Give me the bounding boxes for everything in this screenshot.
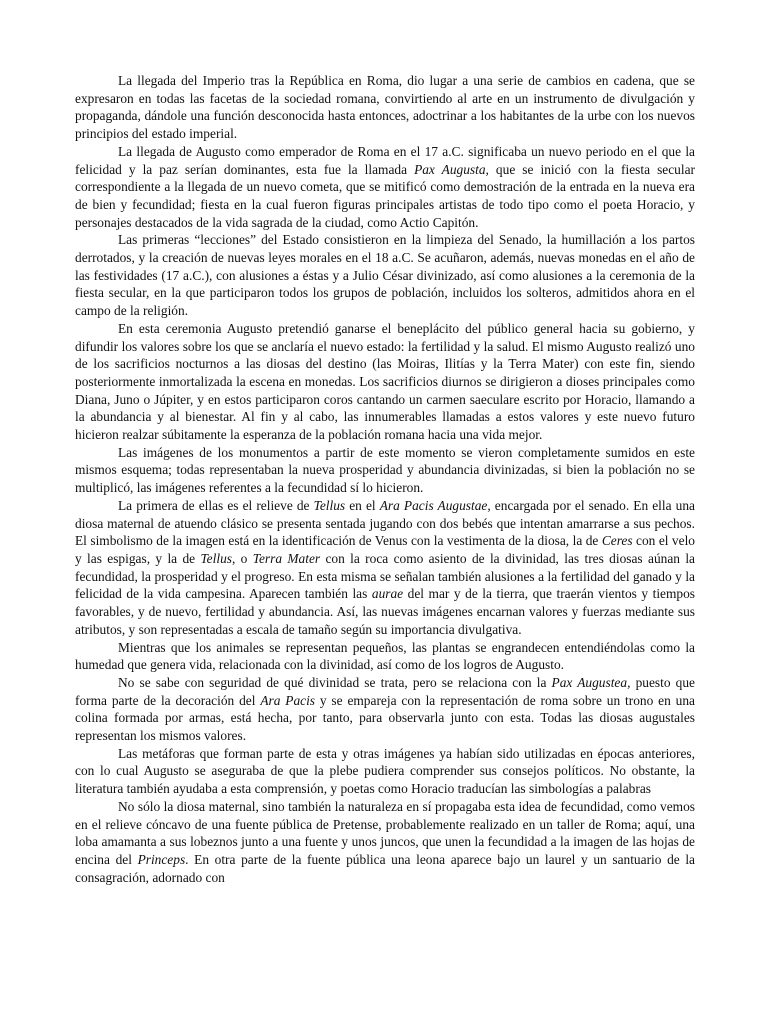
italic-text-run: Pax Augustea, [551,674,631,690]
text-run: del mar y de la tierra, que traerán vientos y tiempos favorables, y de nuevo, fertilidad y abundancia. Así, las nuevas imágenes encarnan valores y fuerzas mediante sus atributos, y son representadas a escala de tamaño según su importancia divulgativa. [75,586,695,637]
italic-text-run: Tellus [313,497,346,513]
paragraph [75,320,695,444]
text-run: En esta ceremonia Augusto pretendió ganarse el beneplácito del público general hacia su gobierno, y difundir los valores sobre los que se anclaría el nuevo estado: la fertilidad y la salud. El mismo Augusto realizó uno de los sacrificios nocturnos a las diosas del destino (las Moiras, Ilitías y la Terra Mater) con este fin, siendo posteriormente inmortalizada la escena en monedas. Los sacrificios diurnos se dirigieron a dioses principales como Diana, Juno o Júpiter, y en estos participaron coros cantando un carmen saeculare escrito por Horacio, llamando a la abundancia y al bienestar. Al fin y al cabo, las innumerables llamadas a estos valores y este nuevo futuro hicieron realzar súbitamente la esperanza de la población romana hacia una vida mejor. [75,320,695,443]
paragraph [75,143,695,232]
paragraph [75,497,695,639]
text-run: La llegada del Imperio tras la República en Roma, dio lugar a una serie de cambios en cadena, que se expresaron en todas las facetas de la sociedad romana, convirtiendo al arte en un instrumento de divulgación y propaganda, dándole una función desconocida hasta entonces, adoctrinar a los habitantes de la urbe con los nuevos principios del estado imperial. [75,73,695,142]
italic-text-run: Ara Pacis Augustae [379,497,488,513]
text-run: que se inició con la fiesta secular correspondiente a la llegada de un nuevo cometa, que se mitificó como demostración de la entrada en la nueva era de bien y fecundidad; fiesta en la cual fueron figuras principales artistas de todo tipo como el poeta Horacio, y personajes destacados de la vida sagrada de la ciudad, como Actio Capitón. [75,161,695,230]
paragraph [75,674,695,745]
paragraph [75,745,695,798]
text-run: con el velo y las espigas, y la de [75,533,695,566]
paragraph [75,639,695,674]
text-run: en el [345,497,380,513]
paragraph [75,798,695,887]
italic-text-run: Princeps [137,851,186,867]
text-run: Las metáforas que forman parte de esta y otras imágenes ya habían sido utilizadas en épocas anteriores, con lo cual Augusto se aseguraba de que la plebe pudiera comprender sus consejos políticos. No obstante, la literatura también ayudaba a esta comprensión, y poetas como Horacio traducían las simbologías a palabras [75,745,695,797]
italic-text-run: Tellus [200,550,232,566]
paragraph [75,444,695,497]
text-run: Las imágenes de los monumentos a partir de este momento se vieron completamente sumidos en este mismos esquema; todas representaban la nueva prosperidad y abundancia divinizadas, si bien la población no se multiplicó, las imágenes referentes a la fecundidad sí lo hicieron. [75,444,695,496]
text-run: . En otra parte de la fuente pública una leona aparece bajo un laurel y un santuario de la consagración, adornado con [75,851,695,885]
text-run: Las primeras “lecciones” del Estado consistieron en la limpieza del Senado, la humillación a los partos derrotados, y la creación de nuevas leyes morales en el 18 a.C. Se acuñaron, además, nuevas monedas en el año de las festividades (17 a.C.), con alusiones a éstas y a Julio César divinizado, así como alusiones a la ceremonia de la fiesta secular, en la que participaron todos los grupos de población, incluidos los solteros, admitidos ahora en el campo de la religión. [75,232,695,319]
paragraph [75,72,695,143]
italic-text-run: aurae [371,586,404,602]
italic-text-run: Ceres [601,533,633,549]
text-run: La primera de ellas es el relieve de [118,497,314,513]
text-run: No se sabe con seguridad de qué divinidad se trata, pero se relaciona con la [118,674,552,690]
italic-text-run: Ara Pacis [260,692,316,708]
text-run: , encargada por el senado. En ella una diosa maternal de atuendo clásico se presenta sentada jugando con dos bebés que intentan amarrarse a sus pechos. El simbolismo de la imagen está en la identificación de Venus con la vestimenta de la diosa, la de [75,497,695,549]
text-run: puesto que forma parte de la decoración del [75,674,695,708]
text-run: con la roca como asiento de la divinidad, las tres diosas aúnan la fecundidad, la prosperidad y el progreso. En esta misma se señalan también alusiones a la fertilidad del ganado y la felicidad de la vida campesina. Aparecen también las [75,550,695,602]
italic-text-run: Terra Mater [252,550,321,566]
text-run: No sólo la diosa maternal, sino también la naturaleza en sí propagaba esta idea de fecundidad, como vemos en el relieve cóncavo de una fuente pública de Pretense, probablemente realizado en un taller de Roma; aquí, una loba amamanta a sus lobeznos junto a una fuente y unos juncos, que unen la fecundidad a la imagen de las hojas de encina del [75,798,695,867]
text-run: , o [231,550,253,566]
paragraph [75,231,695,320]
italic-text-run: Pax Augusta, [414,161,489,177]
text-run: La llegada de Augusto como emperador de Roma en el 17 a.C. significaba un nuevo periodo en el que la felicidad y la paz serían dominantes, esta fue la llamada [75,143,695,177]
text-run: y se empareja con la representación de roma sobre un trono en una colina formada por armas, está hecha, por tanto, para observarla junto con esta. Todas las diosas augustales representan los mismos valores. [75,692,695,744]
document-page [75,72,695,1024]
text-run: Mientras que los animales se representan pequeños, las plantas se engrandecen entendiéndolas como la humedad que genera vida, relacionada con la divinidad, así como de los logros de Augusto. [75,639,695,673]
